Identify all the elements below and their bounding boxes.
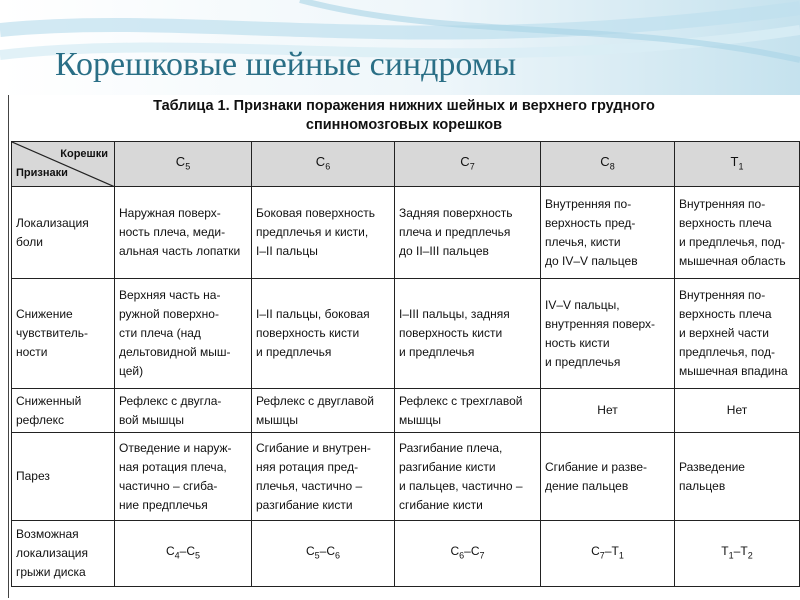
table-cell: Нет	[675, 389, 800, 433]
table-cell-c4-c5: $C_4-C_5$	[115, 521, 252, 587]
table-cell: Разведение пальцев	[675, 433, 800, 521]
corner-label-roots: Корешки	[60, 148, 108, 160]
table-cell: Рефлекс с трехглавой мышцы	[395, 389, 541, 433]
table-row-hernia-localization	[12, 521, 800, 587]
table-cell: I–II пальцы, боковая поверхность кисти и предплечья	[252, 279, 395, 389]
table-caption-line-1: Таблица 1. Признаки поражения нижних шейных и верхнего грудного	[153, 98, 655, 114]
table-row-sensitivity	[12, 279, 800, 389]
table-cell: Внутренняя по- верхность плеча и предплечья, под- мышечная область	[675, 187, 800, 279]
table-cell: Нет	[541, 389, 675, 433]
row-label: Парез	[12, 433, 115, 521]
table-cell: Внутренняя по- верхность плеча и верхней части предплечья, под- мышечная впадина	[675, 279, 800, 389]
row-label: Снижение чувствитель- ности	[12, 279, 115, 389]
table-cell-c7-t1: $C_7-T_1$	[541, 521, 675, 587]
table-cell-c6-c7: $C_6-C_7$	[395, 521, 541, 587]
table-cell: Наружная поверх- ность плеча, меди- альная часть лопатки	[115, 187, 252, 279]
table-cell: IV–V пальцы, внутренняя поверх- ность кисти и предплечья	[541, 279, 675, 389]
table-corner-header	[12, 142, 115, 187]
table-caption	[9, 95, 799, 141]
table-cell: Сгибание и разве- дение пальцев	[541, 433, 675, 521]
table-row-paresis	[12, 433, 800, 521]
table-cell: Рефлекс с двугла- вой мышцы	[115, 389, 252, 433]
table-cell: Боковая поверхность предплечья и кисти, I–II пальцы	[252, 187, 395, 279]
table-cell: Рефлекс с двуглавой мышцы	[252, 389, 395, 433]
symptoms-table-panel	[8, 95, 798, 598]
table-cell: Задняя поверхность плеча и предплечья до II–III пальцев	[395, 187, 541, 279]
table-row-reflex	[12, 389, 800, 433]
table-cell: I–III пальцы, задняя поверхность кисти и предплечья	[395, 279, 541, 389]
table-caption-line-2: спинномозговых корешков	[305, 117, 503, 133]
table-cell: Верхняя часть на- ружной поверхно- сти плеча (над дельтовидной мыш- цей)	[115, 279, 252, 389]
row-label: Возможная локализация грыжи диска	[12, 521, 115, 587]
row-label: Локализация боли	[12, 187, 115, 279]
slide-title: Корешковые шейные синдромы	[55, 46, 517, 83]
table-row-pain-localization	[12, 187, 800, 279]
table-cell-c5-c6: $C_5-C_6$	[252, 521, 395, 587]
column-header-t1: $T_1$	[675, 142, 800, 187]
column-header-c7: $C_7$	[395, 142, 541, 187]
row-label: Сниженный рефлекс	[12, 389, 115, 433]
column-header-c8: $C_8$	[541, 142, 675, 187]
column-header-c5: $C_5$	[115, 142, 252, 187]
table-cell-t1-t2: $T_1-T_2$	[675, 521, 800, 587]
table-cell: Разгибание плеча, разгибание кисти и пальцев, частично – сгибание кисти	[395, 433, 541, 521]
table-cell: Сгибание и внутрен- няя ротация пред- плечья, частично – разгибание кисти	[252, 433, 395, 521]
corner-label-signs: Признаки	[16, 167, 68, 179]
table-cell: Отведение и наруж- ная ротация плеча, частично – сгиба- ние предплечья	[115, 433, 252, 521]
table-cell: Внутренняя по- верхность пред- плечья, кисти до IV–V пальцев	[541, 187, 675, 279]
column-header-c6: $C_6$	[252, 142, 395, 187]
root-signs-table	[11, 141, 800, 587]
table-header-row	[12, 142, 800, 187]
